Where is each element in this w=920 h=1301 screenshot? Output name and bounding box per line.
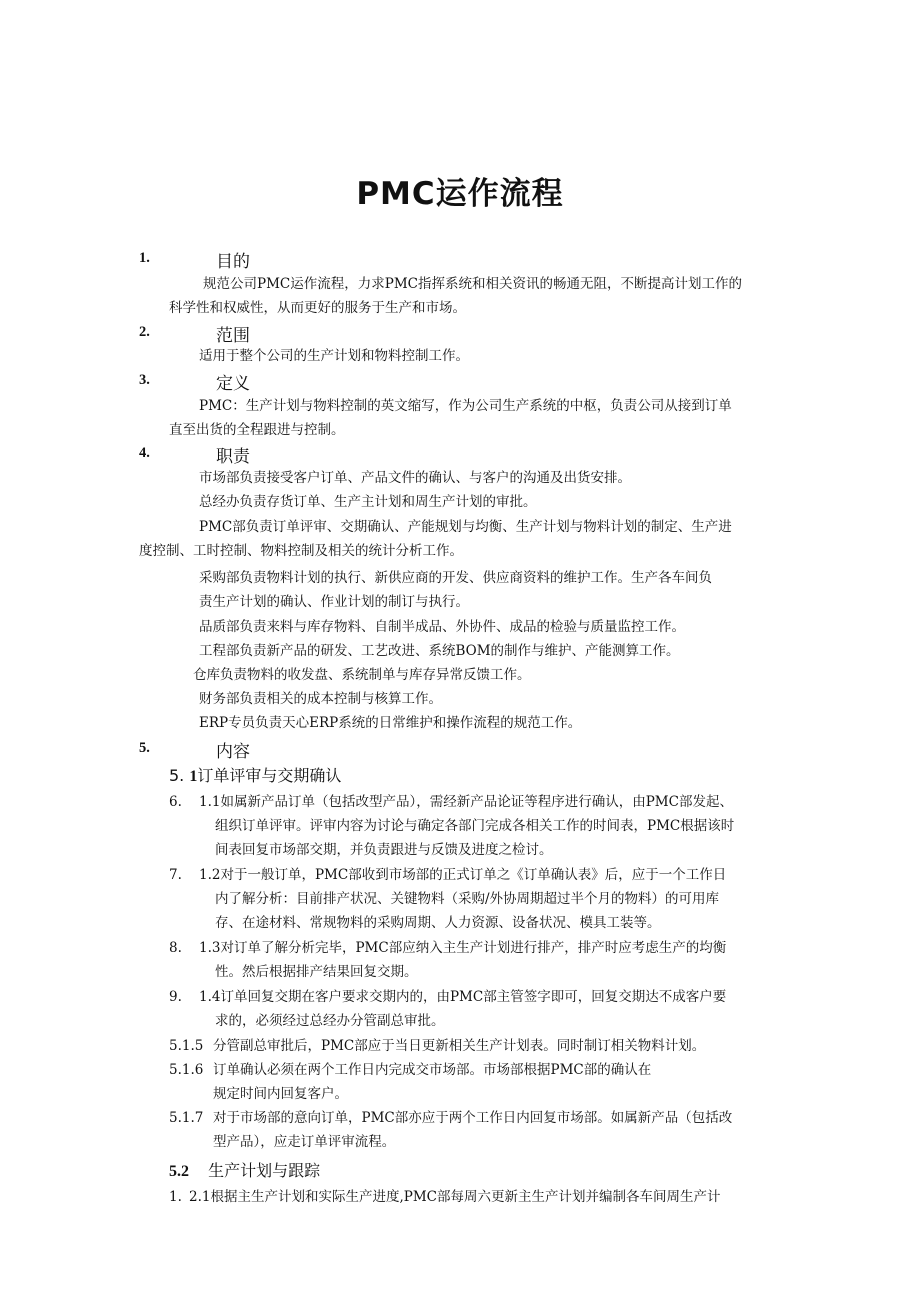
section-heading: 范围 [216, 326, 250, 346]
item-line: 组织订单评审。评审内容为讨论与确定各部门完成各相关工作的时间表，PMC根据该时 [215, 818, 735, 834]
section-heading: 职责 [216, 447, 250, 467]
paragraph-line: 直至出货的全程跟进与控制。 [169, 422, 345, 438]
section-heading: 目的 [216, 252, 250, 272]
item-line: 求的，必须经过总经办分管副总审批。 [215, 1013, 445, 1029]
item-line: 性。然后根据排产结果回复交期。 [215, 964, 418, 980]
section-heading: 内容 [216, 742, 250, 762]
item-lead: 6. [169, 794, 182, 810]
item-line: 间表回复市场部交期，并负责跟进与反馈及进度之检讨。 [215, 842, 553, 858]
item-line: 存、在途材料、常规物料的采购周期、人力资源、设备状况、模具工装等。 [215, 915, 661, 931]
responsibility-line: 责生产计划的确认、作业计划的制订与执行。 [199, 594, 469, 610]
item-line: 对于市场部的意向订单，PMC部亦应于两个工作日内回复市场部。如属新产品（包括改 [213, 1110, 733, 1126]
item-line: 型产品），应走订单评审流程。 [213, 1134, 396, 1150]
item-lead: 7. [169, 867, 182, 883]
subsection-lead: 5. [169, 766, 185, 785]
item-line: 1.2对于一般订单，PMC部收到市场部的正式订单之《订单确认表》后，应于一个工作日 [199, 867, 727, 883]
section-number: 3. [139, 372, 150, 388]
subsection-number: 1 [189, 768, 198, 785]
section-number: 1. [139, 250, 150, 266]
item-line: 1.3对订单了解分析完毕，PMC部应纳入主生产计划进行排产，排产时应考虑生产的均衡 [199, 940, 727, 956]
item-lead: 5.1.7 [169, 1110, 204, 1126]
subsection-number: 5.2 [169, 1163, 189, 1180]
section-number: 4. [139, 445, 150, 461]
page-title: PMC运作流程 [356, 176, 564, 212]
subsection-title: 生产计划与跟踪 [208, 1161, 321, 1180]
responsibility-line: ERP专员负责天心ERP系统的日常维护和操作流程的规范工作。 [199, 715, 582, 731]
section-number: 2. [139, 324, 150, 340]
subsection-heading [169, 1158, 320, 1181]
subsection-heading [169, 763, 341, 786]
responsibility-line: 仓库负责物料的收发盘、系统制单与库存异常反馈工作。 [193, 667, 531, 683]
item-lead: 5.1.6 [169, 1062, 204, 1078]
paragraph-line: 规范公司PMC运作流程，力求PMC指挥系统和相关资讯的畅通无阻，不断提高计划工作的 [203, 276, 742, 292]
item-lead: 1. [169, 1189, 182, 1205]
responsibility-line: 工程部负责新产品的研发、工艺改进、系统BOM的制作与维护、产能测算工作。 [199, 643, 680, 659]
section-number: 5. [139, 740, 150, 756]
item-line: 分管副总审批后，PMC部应于当日更新相关生产计划表。同时制订相关物料计划。 [213, 1038, 706, 1054]
item-lead: 8. [169, 940, 182, 956]
item-line: 订单确认必须在两个工作日内完成交市场部。市场部根据PMC部的确认在 [213, 1062, 652, 1078]
subsection-title: 订单评审与交期确认 [197, 766, 342, 785]
section-heading: 定义 [216, 374, 250, 394]
responsibility-line: 品质部负责来料与库存物料、自制半成品、外协件、成品的检验与质量监控工作。 [199, 619, 685, 635]
responsibility-line: 总经办负责存货订单、生产主计划和周生产计划的审批。 [199, 494, 537, 510]
item-line: 2.1根据主生产计划和实际生产进度,PMC部每周六更新主生产计划并编制各车间周生产计 [189, 1189, 721, 1205]
paragraph-line: PMC：生产计划与物料控制的英文缩写，作为公司生产系统的中枢，负责公司从接到订单 [199, 398, 732, 414]
item-lead: 9. [169, 989, 182, 1005]
item-lead: 5.1.5 [169, 1038, 204, 1054]
responsibility-line: 度控制、工时控制、物料控制及相关的统计分析工作。 [139, 543, 463, 559]
item-line: 1.4订单回复交期在客户要求交期内的，由PMC部主管签字即可，回复交期达不成客户要 [199, 989, 727, 1005]
responsibility-line: 采购部负责物料计划的执行、新供应商的开发、供应商资料的维护工作。生产各车间负 [199, 570, 712, 586]
responsibility-line: 市场部负责接受客户订单、产品文件的确认、与客户的沟通及出货安排。 [199, 470, 631, 486]
paragraph-line: 科学性和权威性，从而更好的服务于生产和市场。 [169, 300, 466, 316]
responsibility-line: 财务部负责相关的成本控制与核算工作。 [199, 691, 442, 707]
paragraph-line: 适用于整个公司的生产计划和物料控制工作。 [199, 348, 469, 364]
responsibility-line: PMC部负责订单评审、交期确认、产能规划与均衡、生产计划与物料计划的制定、生产进 [199, 519, 732, 535]
item-line: 内了解分析：目前排产状况、关键物料（采购/外协周期超过半个月的物料）的可用库 [215, 891, 720, 907]
item-line: 规定时间内回复客户。 [213, 1086, 348, 1102]
item-line: 1.1如属新产品订单（包括改型产品），需经新产品论证等程序进行确认，由PMC部发起、 [199, 794, 733, 810]
